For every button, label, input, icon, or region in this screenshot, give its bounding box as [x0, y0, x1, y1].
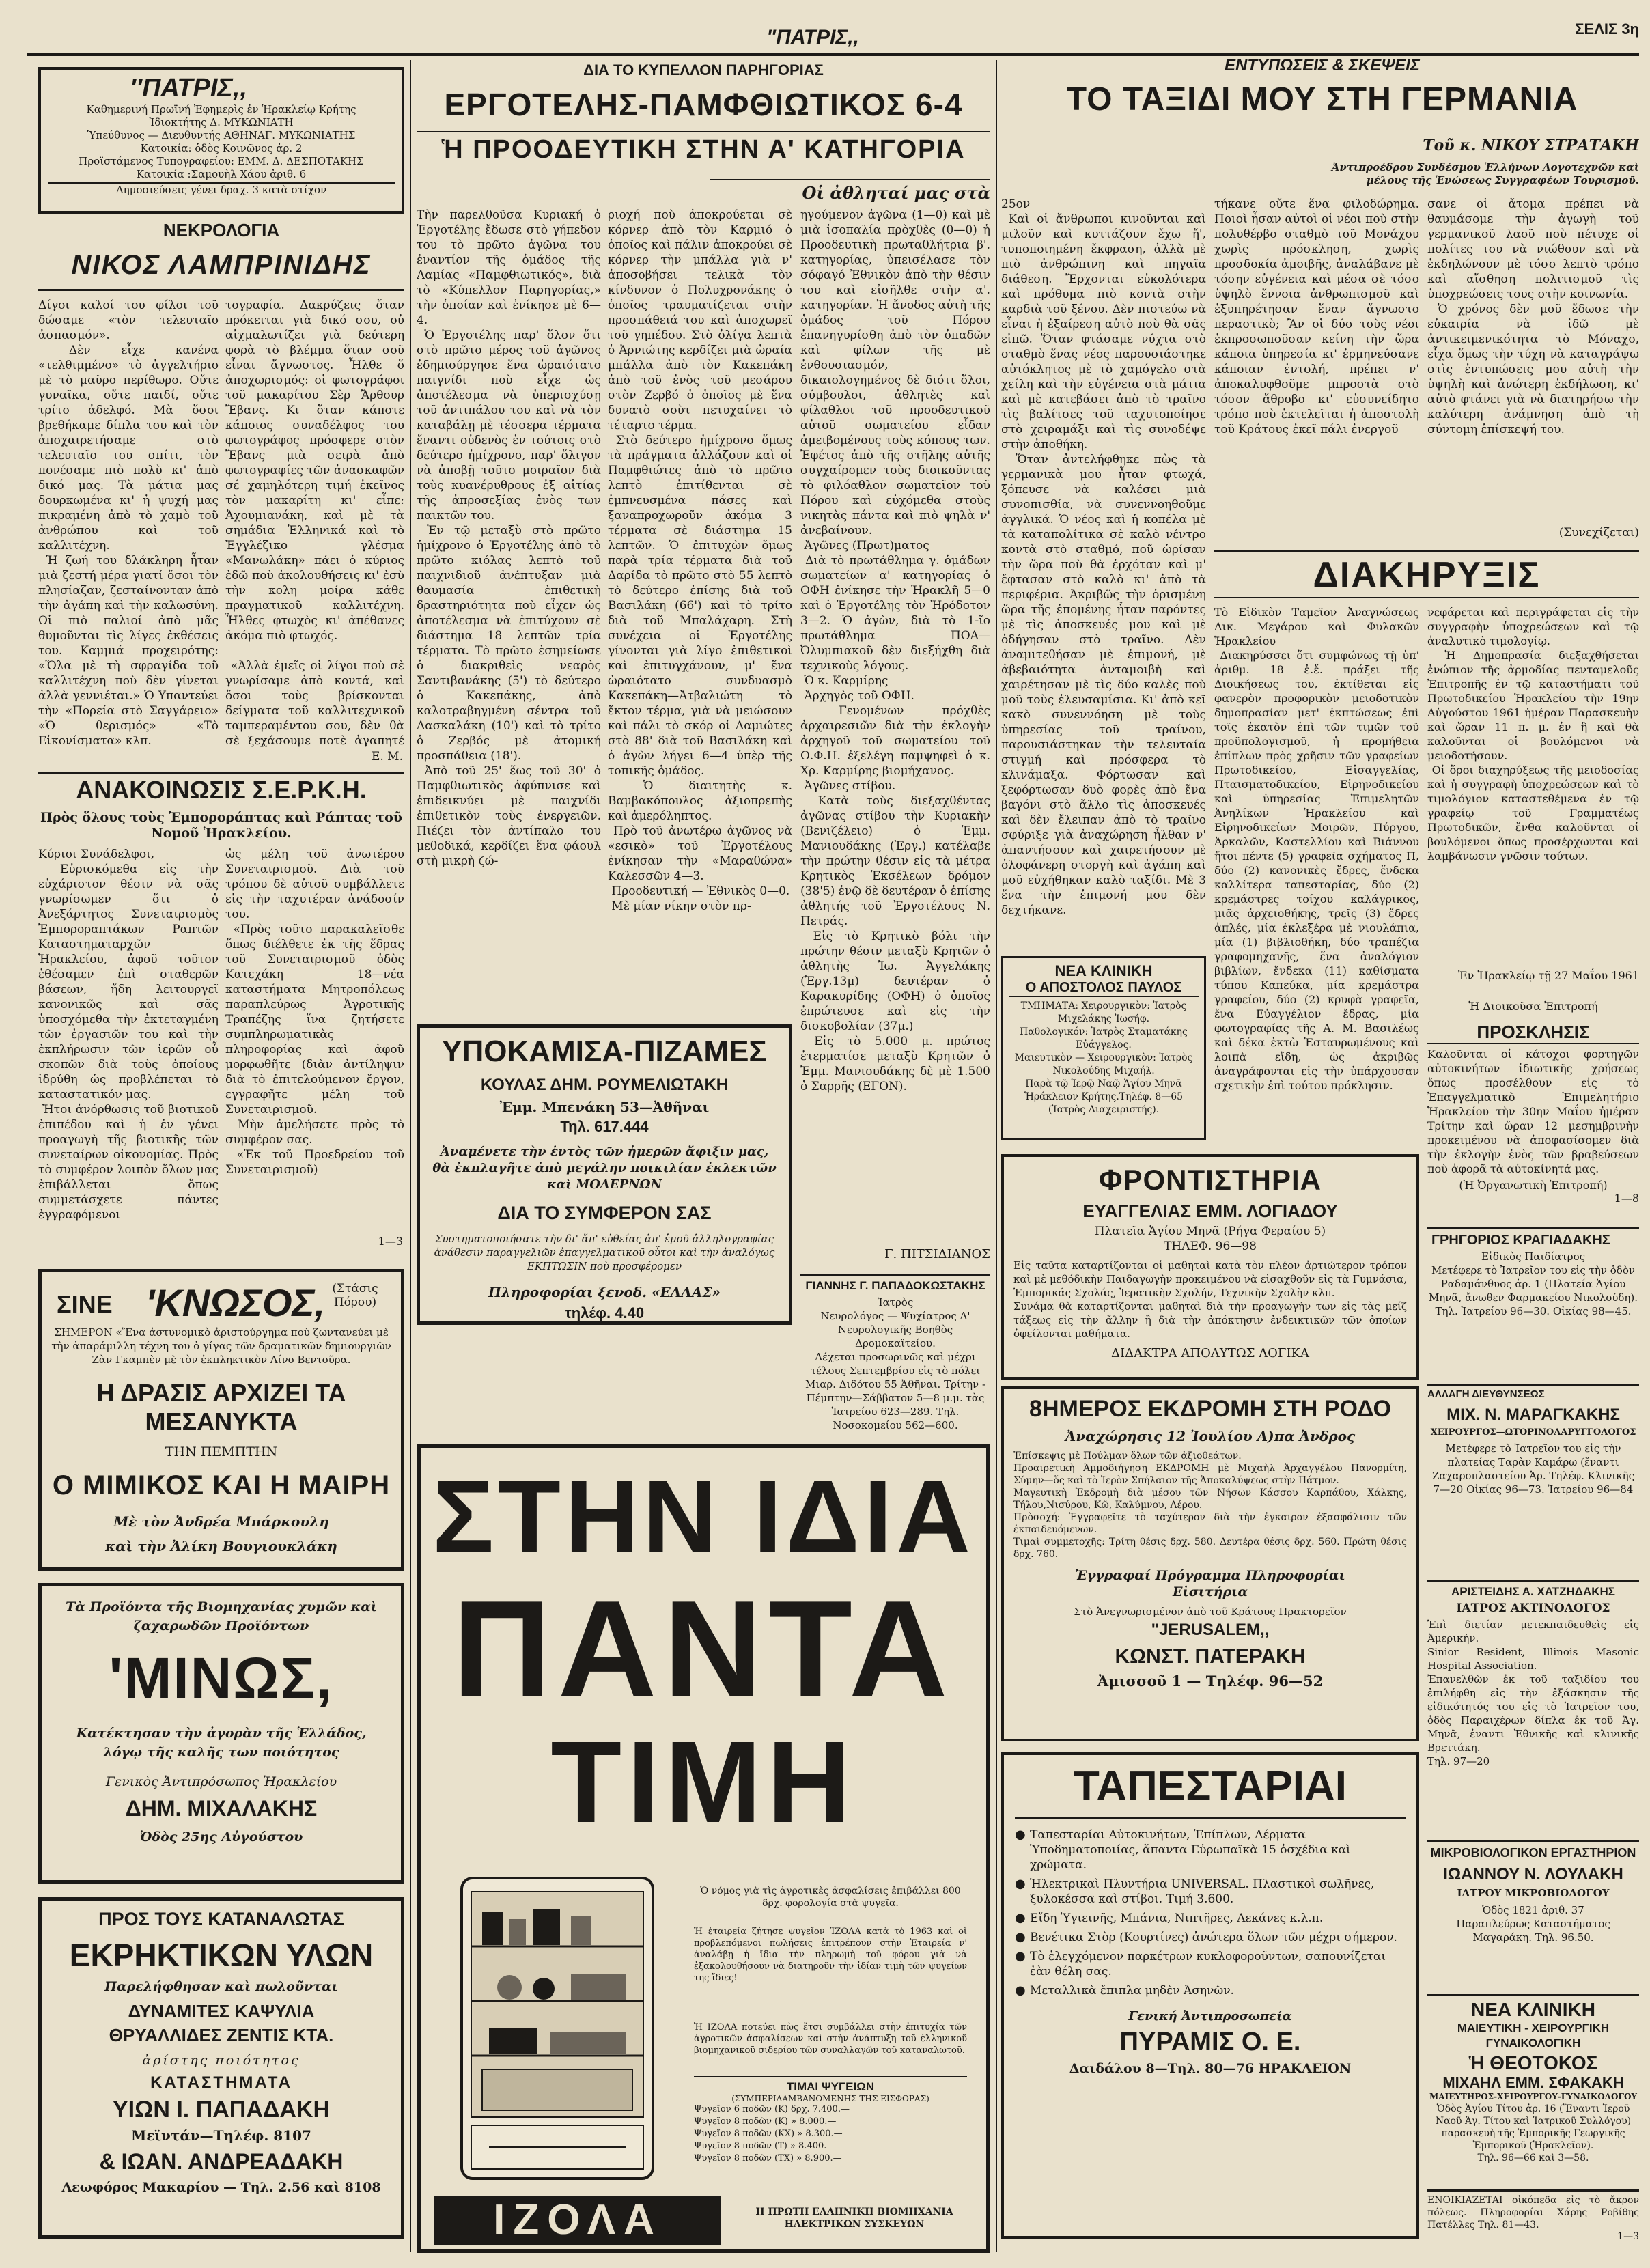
tapestry-item-text: Ταπεσταρίαι Αὐτοκινήτων, Ἐπίπλων, Δέρματα Ὑποδηματοποιίας, ἅπαντα Εὐρωπαϊκὰ 15 ὀσχέδια καὶ χρώματα.	[1030, 1828, 1351, 1872]
clinic-pavlos-ad	[1001, 956, 1206, 1140]
germany-title-text: ΤΟ ΤΑΞΙΔΙ ΜΟΥ ΣΤΗ ΓΕΡΜΑΝΙΑ	[1066, 81, 1578, 117]
declaration-title-text: ΔΙΑΚΗΡΥΞΙΣ	[1313, 555, 1541, 595]
theotokos-ad	[1427, 1994, 1639, 2185]
sport-kicker	[417, 61, 990, 83]
izola-headline1: ΣΤΗΝ ΙΔΙΑ	[432, 1459, 975, 1573]
explosives-l9: Λεωφόρος Μακαρίου — Τηλ. 2.56 καὶ 8108	[61, 2180, 381, 2195]
rhodes-ad	[1001, 1386, 1419, 1741]
germany-affil: Ἀντιπροέδρου Συνδέσμου Ἑλλήνων Λογοτεχνῶν καὶ μέλους τῆς Ἑνώσεως Συγγραφέων Τουρισμοῦ.	[1331, 161, 1639, 186]
izola-note3: Ἡ ΙΖΟΛΑ ποτεύει πὼς ἔτσι συμβάλλει στὴν ἐπιτυχία τῶν ἀγροτικῶν ἀσφαλίσεων καὶ στὴν ἀνάπτυξη τοῦ ἑλληνικοῦ βιομηχανικοῦ σιδερίου τῶν συναλλαγῶν τοῦ καταναλωτοῦ.	[694, 2022, 970, 2056]
izola-ad	[417, 1444, 990, 2253]
knosos-film2: Ο ΜΙΜΙΚΟΣ ΚΑΙ Η ΜΑΙΡΗ	[52, 1470, 391, 1500]
tapestry-item	[1015, 1949, 1406, 1979]
address-change-title: ΑΛΛΑΓΗ ΔΙΕΥΘΥΝΣΕΩΣ	[1427, 1388, 1545, 1400]
sport-col1: Τὴν παρελθοῦσα Κυριακή ὁ Ἐργοτέλης ἔδωσε στὸ γήπεδον του τὸ πρῶτο ἀγῶνα του ἐναντίον τῆς ὁμάδος τῆς Λαμίας «Παμφθιωτικός», διὰ τὸ «Κύπελλον Παρηγορίας,» τὴν ὁποίαν καὶ ἐνίκησε μὲ 6—4. Ὁ Ἐργοτέλης παρ' ὅλον ὅτι στὸ πρῶτο μέρος τοῦ ἀγῶνος ἐδημιούργησε ἕνα ὡραιότατο παιγνίδι ποὺ εἶχε ὡς ἀποτέλεσμα νὰ ὑπερισχύσῃ τοῦ ἀντιπάλου του καὶ νὰ τὸν καταβάλῃ μὲ τέσσερα τέρματα ἔναντι οὐδενὸς ἐν τούτοις στὸ δεύτερο ἡμίχρονο, παρ' ὅλιγον νὰ ἀποβῇ τοῦτο μοιραῖον διὰ τοὺς κυανέρυθρους ἐξ αἰτίας τῆς ἀπροσεξίας ἑνὸς των παικτῶν του. Ἐν τῷ μεταξὺ στὸ πρῶτο ἡμίχρονο ὁ Ἐργοτέλης ἀπὸ τὸ πρῶτο κιόλας λεπτὸ τοῦ παιχνιδιοῦ ἀνέπτυξαν μιὰ θαυμασία ἐπιθετικὴ δραστηριότητα ποὺ εἶχεν ὡς ἀποτέλεσμα νὰ ἐπιτύχουν σὲ διάστημα 18 λεπτῶν τρία τέρματα. Τὸ πρῶτο ἐσημείωσε ὁ διακριθεὶς νεαρὸς Σαντιβανάκης (5') τὸ δεύτερο ὁ Κακεπάκης, ἀπὸ καλοτραβηγμένη σέντρα τοῦ Δασκαλάκη (10') καὶ τὸ τρίτο ὁ Ζερβός μὲ ἀτομική προσπάθεια (18'). Ἀπὸ τοῦ 25' ἕως τοῦ 30' ὁ Παμφθιωτικὸς ἀφύπνισε καὶ ἐπιδεικνύει μὲ παιχνίδι ἐπιθετικὸν τοὺς ἐνεργειῶν. Πιέζει τὸν ἀντίπαλο του μεθοδικά, κερδίζει ἕνα φάουλ στὴ μικρὴ ζώ-	[417, 208, 601, 868]
obituary-name-text: ΝΙΚΟΣ ΛΑΜΠΡΙΝΙΔΗΣ	[71, 250, 372, 280]
frontistiria-name: ΕΥΑΓΓΕΛΙΑΣ ΕΜΜ. ΛΟΓΙΑΔΟΥ	[1082, 1201, 1338, 1221]
shirts-ad	[417, 1024, 792, 1325]
serkh-num: 1—3	[378, 1235, 403, 1248]
hatzidakis-text: Ἐπὶ διετίαν μετεκπαιδευθεὶς εἰς Ἀμερικήν. Sinior Resident, Illinois Masonic Hospital Association. Ἐπανελθὼν ἐκ τοῦ ταξιδίου του ἐπιλήφθη εἰς τὴν ἐξάσκησιν τῆς εἰδικότητός του εἰς τὸ Ἰατρεῖον του, ὁδὸς Παραιχέρων δίπλα ἐκ τοῦ Ἁγ. Μηνᾶ, ἐναντι Ἐθνικῆς καὶ κλινικῆς Βρεττάκη. Τηλ. 97—20	[1427, 1619, 1639, 1767]
sport-subtitle	[417, 135, 990, 176]
explosives-l7: Μεϊντάν—Τηλέφ. 8107	[131, 2127, 311, 2144]
bullet-icon: ●	[1015, 1877, 1026, 1891]
bullet-icon: ●	[1015, 1949, 1026, 1963]
izola-price-row: Ψυγεῖον 8 ποδῶν (ΤΧ) » 8.900.—	[694, 2153, 842, 2164]
obituary-col2: τογραφία. Δακρύζεις ὅταν πρόκειται γιὰ δικό σου, οὐ αἰχμαλωτίζει γιὰ δεύτερη φορὰ τὸ βλέμμα ὅταν σοῦ εἶναι ἄγνωστος. Ἦλθε ὅ ἀποχωρισμός: οἱ φωτογράφοι τοῦ μακαρίτου Σὲρ Ἄρθουρ Ἔβανς. Κι ὅταν κάποτε κάποιος συναδέλφος του φωτογράφος πρόσφερε στὸν Ἔβανς μιὰ σειρὰ ἀπὸ φωτογραφίες τῶν ἀνασκαφῶν σέ χαμηλότερη τιμή ἐκεῖνος τὸν μακαρίτη κι' εἶπε: Ἀχουμιανάκη, καὶ μὲ τὰ σημάδια Ἑλληνικά καὶ τὸ Ἐγγλέζικο γλέσμα «Μανωλάκη» πάει ὁ κύριος ἐδῶ ποὺ ἀκολουθήσεις κι' ἐσὺ τὴν κολη μοίρα κάθε πραγματικοῦ καλλιτέχνη. Ἦλθες φτωχὸς κι' ἀπέθανες ἀκόμα πιὸ φτωχός. «Ἀλλὰ ἐμεῖς οἱ λίγοι ποὺ σὲ γνωρίσαμε ἀπὸ κοντά, καὶ ὅσοι τοὺς βρίσκονται δείγματα τοῦ καλλιτεχνικοῦ ταμπεραμέντου σου, δὲν θὰ σὲ ξεχάσουμε ποτὲ ἀγαπητέ	[225, 298, 404, 748]
izola-brand: ΙΖΟΛΑ	[493, 2196, 662, 2243]
tapestry-ad	[1001, 1752, 1419, 2239]
rhodes-sub: Ἀναχώρησις 12 Ἰουλίου Α)πα Ἀνδρος	[1065, 1428, 1356, 1444]
explosives-title1: ΠΡΟΣ ΤΟΥΣ ΚΑΤΑΝΑΛΩΤΑΣ	[98, 1909, 344, 1929]
clinic-pavlos-title2: Ο ΑΠΟΣΤΟΛΟΣ ΠΑΥΛΟΣ	[1009, 980, 1199, 997]
minos-text: Κατέκτησαν τὴν ἀγορὰν τῆς Ἑλλάδος, λόγῳ τῆς καλῆς των ποιότητος	[76, 1726, 367, 1760]
germany-byline: Τοῦ κ. ΝΙΚΟΥ ΣΤΡΑΤΑΚΗ	[1423, 137, 1639, 154]
obituary-col1: Δίγοι καλοί του φίλοι τοῦ δώσαμε «τὸν τελευταῖο ἀσπασμόν». Δὲν εἶχε κανένα «τελθιμμένο» τὸ ἀγγελτήριο μὲ τὸ μαῦρο περίθωρο. Οὔτε γυναῖκα, οὔτε παιδί, οὔτε τρίτο ἀδελφό. Μὰ ὅσοι βρεθήκαμε δίπλα του καὶ τὸν ἀποχαιρετήσαμε στὸ τελευταῖο του σπίτι, τὸν πονέσαμε πιὸ πολὺ κι' ἀπὸ δικό μας. Τὰ μάτια μας δουρκωμένα κι' ἡ ψυχή μας πικραμένη ἀπὸ τὸ χαμὸ τοῦ ἀνθρώπου καὶ τοῦ καλλιτέχνη. Ἡ ζωή του δλάκληρη ἦταν μιὰ ζεστή μέρα γιατί ὅσοι τὸν πλησίαζαν, ζεσταίνονταν ἀπὸ τὴν ἀγάπη καὶ τὴν καλωσύνη. Οἱ πιὸ παλιοί ἀπὸ μᾶς θυμοῦνται τὶς λίγες ἐκθέσεις του. Καμμιά προχειρότης: «Ὅλα μὲ τὴ σφραγίδα τοῦ καλλιτέχνη ποὺ δὲν γίνεται ἀλλὰ γεννιέται.» Ὁ Υπαντεύει τὴν «Πορεία στὸ Σαγγάρειο» «Ὁ θερισμός» «Τὸ Εἰκονίσματα» κλπ.	[38, 298, 219, 748]
tapestry-item-text: Μεταλλικὰ ἔπιπλα μηδὲν Ἀσηνῶν.	[1030, 1984, 1234, 1998]
sport-subtitle-text: Ἡ ΠΡΟΟΔΕΥΤΙΚΗ ΣΤΗΝ Α' ΚΑΤΗΓΟΡΙΑ	[441, 135, 966, 164]
patris-title: ''ΠΑΤΡΙΣ,,	[130, 74, 247, 102]
bullet-icon: ●	[1015, 1983, 1026, 1998]
knosos-film: Η ΔΡΑΣΙΣ ΑΡΧΙΖΕΙ ΤΑ ΜΕΣΑΝΥΚΤΑ	[96, 1379, 346, 1436]
izola-prices-sub: (ΣΥΜΠΕΡΙΛΑΜΒΑΝΟΜΕΝΗΣ ΤΗΣ ΕΙΣΦΟΡΑΣ)	[731, 2094, 929, 2103]
page-number-text: ΣΕΛΙΣ 3η	[1575, 20, 1639, 38]
obituary-section-title: ΝΕΚΡΟΛΟΓΙΑ	[163, 220, 280, 240]
address-change-text: Μετέφερε τὸ Ἰατρεῖον του εἰς τὴν πλατείας Ταρὰν Καμάρω (ἔναντι Ζαχαροπλαστείου Ἀρ. Τηλέφ. Κλινικῆς 7—20 Οἰκίας 96—73. Ἰατρείου 96—84	[1431, 1442, 1638, 1496]
izola-note1: Ὁ νόμος γιὰ τὶς ἀγροτικὲς ἀσφαλίσεις ἐπιβάλλει 800 δρχ. φορολογία στὰ ψυγεῖα.	[700, 1886, 964, 1909]
rhodes-addr: Ἀμισσοῦ 1 — Τηλέφ. 96—52	[1097, 1672, 1324, 1690]
invitations-ad	[1427, 1022, 1639, 1220]
microbio-ad	[1427, 1840, 1639, 1990]
shirts-offer: Ἀναμένετε τὴν ἐντὸς τῶν ἡμερῶν ἄφιξιν μας, θὰ ἐκπλαγῆτε ἀπὸ μεγάλην ποικιλίαν ἐκλεκτῶν καὶ ΜΟΔΕΡΝΩΝ	[432, 1145, 777, 1192]
sport-col2: ριοχή ποὺ ἀποκρούεται σὲ κόρνερ ἀπὸ τὸν Καρμιό ὁ ὁποῖος καὶ πάλιν ἀποκρούει σὲ κόρνερ τὴν μπάλλα γιὰ ν' ἀποσοβήσει τελικὰ τὸν κίνδυνον ὁ Πολυχρονάκης ὁ ὁποῖος τραυματίζεται στὴν προσπάθειά του καὶ ἀποχωρεῖ τοῦ γηπέδου. Στὸ ὀλίγα λεπτὰ ὁ Ἀρνιώτης κερδίζει μιὰ ὡραία μπάλλα ἀπὸ τὸν Κακεπάκη ἀπὸ τοῦ ἑνὸς τοῦ μεσάρου στὸν Ζερβό ὁ ὁποῖος μὲ ἕνα δυνατὸ σοὺτ πετυχαίνει τὸ τέταρτο τέρμα. Στὸ δεύτερο ἡμίχρονο ὅμως τὰ πράγματα ἀλλάζουν καὶ οἱ Παμφθιώτες ἀπὸ τὸ πρῶτο λεπτὸ ἐπιτίθενται σὲ ἐμπνευσμένα πάσες καὶ ξαναπροχωροῦν ἀκόμα 3 τέρματα σὲ διάστημα 15 λεπτῶν. Ὁ ἐπιτυχὼν ὅμως παρὰ τρία τέρματα διὰ τοῦ Δαρίδα τὸ πρῶτο στὸ 55 λεπτὸ τὸ δεύτερο ἐπίσης διὰ τοῦ Βασιλάκη (66') καὶ τὸ τρίτο διὰ τοῦ Μπαλάχαρη. Στὴ συνέχεια οἱ Ἐργοτέλης γίνονται γιὰ λίγο ἐπιθετικοὶ καὶ ἐπιτυγχάνουν, μ' ἕνα ὡραιότατο συνδυασμὸ Κακεπάκη—Ἀτβαλιώτη τὸ ἕκτον τέρμα, γιὰ νὰ μειώσουν καὶ πάλι τὸ σκόρ οἱ Λαμιώτες στὸ 88' διὰ τοῦ Βασιλάκη καὶ ὁ ἀγὼν λήγει 6—4 ὑπὲρ τῆς τοπικῆς ὁμάδος. Ὁ διαιτητὴς κ. Βαμβακόπουλος ἀξιοπρεπὴς καὶ ἀμερόληπτος. Πρὸ τοῦ ἀνωτέρω ἀγῶνος νὰ «εσικὸ» τοῦ Ἐργοτέλους ἐνίκησαν τὴν «Μαραθώνα» Καλεσσῶν 4—3. Προοδευτική — Ἐθνικὸς 0—0. Μὲ μίαν νίκην στὸν πρ-	[608, 208, 792, 913]
izola-price-row: Ψυγεῖον 8 ποδῶν (Κ) » 8.000.—	[694, 2116, 837, 2127]
izola-prices-title: ΤΙΜΑΙ ΨΥΓΕΙΩΝ	[786, 2080, 875, 2093]
theotokos-spec: ΜΑΙΕΥΤΗΡΟΣ-ΧΕΙΡΟΥΡΓΟΥ-ΓΥΝΑΙΚΟΛΟΓΟΥ	[1429, 2092, 1637, 2101]
tapestry-item	[1015, 1930, 1406, 1945]
frontistiria-phone: ΤΗΛΕΦ. 96—98	[1164, 1240, 1257, 1253]
izola-headline3: ΤΙΜΗ	[550, 1718, 856, 1847]
explosives-l6: ΥΙΩΝ Ι. ΠΑΠΑΔΑΚΗ	[112, 2097, 331, 2123]
tapestry-item-text: Ἡλεκτρικαὶ Πλυντήρια UNIVERSAL. Πλαστικοὶ σωλῆνες, ξυλοκέσσα καὶ στίβοι. Τιμή 3.600.	[1030, 1877, 1375, 1906]
declaration-col1: Τὸ Εἰδικὸν Ταμεῖον Ἀναγνώσεως Δικ. Μεγάρου καὶ Φυλακῶν Ἡρακλείου Διακηρύσσει ὅτι συμφώνως τῇ ὑπ' ἀριθμ. 18 ἐ.ἔ. πράξει τῆς Διοικήσεως του, ἐκτίθεται εἰς φανερὸν προφορικὸν μειοδοτικὸν δημοπρασίαν μετ' ἐκπτώσεως ἐπὶ τοῖς ἑκατὸν ἐπὶ τῶν τιμῶν τοῦ προϋπολογισμοῦ, ἡ προμήθεια ἐπίπλων πρὸς χρῆσιν τῶν γραφείων Πρωτοδικείου, Εἰσαγγελίας, Πταισματοδικείου, Εἰρηνοδικείου καὶ ὑπηρεσίας Ἐπιμελητῶν Ἀνηλίκων Ἡρακλείου καὶ Εἰρηνοδικείων Μοιρῶν, Πύργου, Ἀρκαλῶν, Καστελλίου καὶ Βιάννου ἤτοι πέντε (5) γραφεῖα σχήματος Π, δύο (2) κανονικὲς ἔδρες, ἕνδεκα καλλίτερα ταπεσταρίας, δύο (2) κρεμάστρες τοίχου καλάγρικος, μιᾶς ἀρχειοθήκης, τρεῖς (3) ἔδρες ἀπλές, μία ἐκλεξέρα μὲ νιουλάπια, μία (1) βιβλιοθήκη, δύο τραπέζια γραφομηχανῆς, ἕνα ἀναλόγιον βιβλίων, ἕνδεκα (11) καθίσματα τύπου Καπεύκα, μία κρεμάστρα γραφείου, δύο (2) κρυφὰ γραφεῖα, ἕνα Εὐαγγέλιον ἔδρας, μία φωτογραφίας τῆς Α. Μ. Βασιλέως καὶ δέκα ἐκτὼ Ἐσταυρωμένους καὶ λοιπὰ εἴδη, ὡς ἀκριβῶς ἀναγράφονται εἰς τὴν ὑπάρχουσαν σχετικὴν ἐπὶ τούτου πρόκλησιν.	[1214, 606, 1419, 1092]
sport-kicker-text: ΔΙΑ ΤΟ ΚΥΠΕΛΛΟΝ ΠΑΡΗΓΟΡΙΑΣ	[583, 61, 824, 79]
bullet-icon: ●	[1015, 1828, 1026, 1842]
tapestry-item-text: Βενέτικα Στὸρ (Κουρτίνες) ἀνώτερα ὅλων τῶν μέχρι σήμερον.	[1030, 1931, 1397, 1944]
frontistiria-fees: ΔΙΔΑΚΤΡΑ ΑΠΟΛΥΤΩΣ ΛΟΓΙΚΑ	[1111, 1346, 1309, 1360]
patris-line: Ἰδιοκτήτης Δ. ΜΥΚΩΝΙΑΤΗ	[149, 116, 294, 128]
explosives-ad	[38, 1897, 404, 2239]
papadokostakis-name: ΓΙΑΝΝΗΣ Γ. ΠΑΠΑΔΟΚΩΣΤΑΚΗΣ	[805, 1279, 985, 1292]
patris-line: Προϊστάμενος Τυπογραφείου: ΕΜΜ. Δ. ΔΕΣΠΟΤΑΚΗΣ	[79, 155, 364, 167]
obituary-sign: Ε. Μ.	[371, 750, 403, 764]
shirts-phone: Τηλ. 617.444	[560, 1118, 649, 1135]
explosives-l3: ΘΡΥΑΛΛΙΔΕΣ ΖΕΝΤΙΣ ΚΤΑ.	[109, 2025, 334, 2045]
izola-note2: Ἡ ἑταιρεία ζήτησε ψυγεῖον ἸΖΟΛΑ κατὰ τὸ 1963 καὶ οἱ προβλεπόμενοι πωλήσεις ἐπιτρέπουν στὴν Ἑταιρεία ν' ἀναλάβῃ ἡ ἴδια τὴν πληρωμὴ τοῦ φόρου γιὰ νὰ ἐξακολουθήσουν νὰ διατηροῦν τὴν ἰδίαν τιμὴ τῶν ψυγείων της ἴδιες!	[694, 1927, 970, 1983]
frontistiria-ad	[1001, 1154, 1419, 1380]
germany-col2: τήκανε οὔτε ἕνα φιλοδώρημα. Ποιοὶ ἦσαν αὐτοὶ οἱ νέοι ποὺ στὴν πολυθέρβο σταθμὸ τοῦ Μονάχου χωρὶς πρόσκληση, χωρὶς προσδοκία ἀμοιβῆς, ἀναλάβανε μὲ τόσην εὐγένεια καὶ μέσα σὲ τόσο ὑψηλὸ ἔννοια ἀνθρωπισμοῦ καὶ ἐξυπηρέτησαν ἕναν ἄγνωστο περαστικὸ; Ἂν οἱ δύο τοὺς νέοι ἐκπροσωποῦσαν κείνη τὴν ὥρα κάποια ὑπηρεσία κι' ἐρμηνεύσανε κάποιαν ἐντολή, πρέπει ν' ἀποκαλυφθοῦμε μπροστὰ στὸ τόσον ἄθροβο κι' εὐσυνείδητο τρόπο ποὺ ἐκτελεῖται ἡ ἀποστολὴ τοῦ Κράτους ἐκεῖ πάλι ἐνεργοῦ	[1214, 197, 1419, 436]
refrigerator-icon	[448, 1871, 667, 2185]
sport-title-text: ΕΡΓΟΤΕΛΗΣ-ΠΑΜΦΘΙΩΤΙΚΟΣ 6-4	[444, 87, 963, 122]
invitations-text: Καλοῦνται οἱ κάτοχοι φορτηγῶν αὐτοκινήτων ἰδιωτικῆς χρήσεως ὅπως προσέλθουν εἰς τὸ Ἐπαγγελματικὸ Ἐπιμελητήριο Ἡρακλείου τὴν 30ην Μαΐου ἡμέραν Τρίτην καὶ ὥραν 12 μεσημβρινὴν προκειμένου νὰ ἀποφασίσομεν διὰ τὴν ἐκλογὴν ἑνὸς τῶν βραβεύσεων ποὺ ἀφορᾶ τὰ αὐτοκίνητά μας.	[1427, 1048, 1639, 1175]
explosives-title2: ΕΚΡΗΚΤΙΚΩΝ ΥΛΩΝ	[69, 1937, 374, 1973]
hatzidakis-spec: ΙΑΤΡΟΣ ΑΚΤΙΝΟΛΟΓΟΣ	[1456, 1601, 1610, 1615]
papadokostakis-text: Ἰατρὸς Νευρολόγος — Ψυχίατρος Α' Νευρολογικῆς Βοηθὸς Δρομοκαϊτείου. Δέχεται προσωρινῶς καὶ μέχρι τέλους Σεπτεμβρίου εἰς τὸ πόλει Μιαρ. Διδότου 55 Ἀθῆναι. Τρίτην - Πέμπτην—Σάββατον 5—8 μ.μ. τὰς Ἰατρείου 623—289. Τηλ. Νοσοκομείου 562—600.	[805, 1296, 986, 1431]
izola-price-row: Ψυγεῖον 8 ποδῶν (ΚΧ) » 8.300.—	[694, 2129, 843, 2139]
masthead-title: "ΠΑΤΡΙΣ,,	[766, 26, 859, 48]
invitations-title: ΠΡΟΣΚΛΗΣΙΣ	[1427, 1022, 1639, 1044]
obituary-name	[38, 250, 404, 291]
frontistiria-addr: Πλατεῖα Ἁγίου Μηνᾶ (Ρήγα Φεραίου 5)	[1094, 1224, 1326, 1238]
knosos-cast2: καὶ τὴν Ἀλίκη Βουγιουκλάκη	[105, 1538, 337, 1554]
declaration-col2: νεφάρεται καὶ περιγράφεται εἰς τὴν συγγραφὴν ὑποχρεώσεων καὶ τῷ ἀναλυτικὸ τιμολογίῳ. Ἡ Δημοπρασία διεξαχθήσεται ἐνώπιον τῆς ἀρμοδίας πενταμελοῦς Ἐπιτροπῆς ἐν τῷ καταστήματι τοῦ Πρωτοδικείου Ἡρακλείου τὴν 19ην Αὐγούστου 1961 ἡμέραν Παρασκευὴν καὶ ὥραν 11 π. μ. ἐν ἣ καὶ θὰ καλοῦνται οἱ βουλόμενοι νὰ μειοδοτήσουν. Οἱ ὅροι διαχηρύξεως τῆς μειοδοσίας καὶ ἡ συγγραφὴ ὑποχρεώσεων καὶ τὸ τιμολόγιον καταστεθέμενα ἐν τῷ γραφείῳ τοῦ Γραμματέως Πρωτοδικῶν, ἔνθα καλοῦνται οἱ βουλόμενοι ὅπως προσέρχωνται καὶ λαμβάνωσιν γνῶσιν τούτων.	[1427, 606, 1639, 863]
tapestry-item	[1015, 1983, 1406, 1998]
rent-num: 1—3	[1617, 2231, 1639, 2242]
minos-rep: Γενικὸς Ἀντιπρόσωπος Ἡρακλείου	[105, 1774, 337, 1789]
divider	[38, 772, 404, 774]
theotokos-title: ΝΕΑ ΚΛΙΝΙΚΗ	[1470, 1999, 1595, 2020]
knosos-cinema: ΣΙΝΕ	[57, 1290, 113, 1318]
invitations-num: 1—8	[1614, 1192, 1639, 1205]
bullet-icon: ●	[1015, 1930, 1026, 1944]
patris-line: Δημοσιεύσεις γένει δραχ. 3 κατὰ στίχον	[48, 182, 395, 197]
shirts-infotel: τηλέφ. 4.40	[564, 1304, 645, 1321]
explosives-l2: ΔΥΝΑΜΙΤΕΣ ΚΑΨΥΛΙΑ	[128, 2001, 315, 2021]
tapestry-firm: ΠΥΡΑΜΙΣ Ο. Ε.	[1119, 2028, 1301, 2056]
izola-price-row: Ψυγεῖον 6 ποδῶν (Κ) δρχ. 7.400.—	[694, 2104, 850, 2114]
declaration-sign: Ἡ Διοικοῦσα Ἐπιτροπή	[1468, 1000, 1598, 1013]
explosives-l5: ΚΑΤΑΣΤΗΜΑΤΑ	[150, 2073, 292, 2092]
knosos-name: 'ΚΝΩΣΟΣ,	[145, 1281, 326, 1324]
sport-col3: ηγούμενον ἀγῶνα (1—0) καὶ μὲ μιὰ ἰσοπαλία πρὸχθὲς (0—0) ἡ Προοδευτικὴ πρωταθλήτρια β'. κατηγορίας, ὑπεισέλασε τὸν σόφαγό Ἐθνικὸν ἀπὸ τὴν θέσιν του καὶ εἰσῆλθε στὴν α'. κατηγορίαν. Ἡ ἄνοδος αὐτὴ τῆς ὁμάδος τοῦ Πόρου ἐπανηγυρίσθη ἀπὸ τὸν ὀπαδῶν καὶ φίλων τῆς μὲ ἐνθουσιασμόν, δικαιολογημένος δὲ διότι ὅλοι, σύμβουλοι, ἀθλητὲς καὶ φίλαθλοι τοῦ προοδευτικοῦ αὐτοῦ σωματείου εἶδαν ἀμειβομένους τοὺς κόπους των. Ἐφέτος ἀπὸ τῆς στῆλης αὐτῆς συγχαίρομεν τοὺς διοικοῦντας τὸ φιλόαθλον σωματεῖον τοῦ Πόρου καὶ εὐχόμεθα στοὺς νικητὰς πάντα καὶ πιὸ ψηλὰ ν' ἀνεβαίνουν. Ἀγῶνες (Πρωτ)ματος Διὰ τὸ πρωτάθλημα γ. ὁμάδων σωματείων α' κατηγορίας ὁ ΟΦΗ ἐνίκησε τὴν Ἡρακλῆ 5—0 καὶ ὁ Ἐργοτέλης τὸν Ἡρόδοτον 3—2. Ὁ ἀγὼν, διὰ τὸ 1-ῖο πρωτάθλημα ΠΟΑ—Ὀλυμπιακοῦ δὲν διεξήχθη διὰ τεχνικοὺς λόγους. Ὁ κ. Καρμίρης Ἀρχηγὸς τοῦ ΟΦΗ. Γενομένων πρόχθὲς ἀρχαιρεσιῶν διὰ τὴν ἐκλογὴν ἀρχηγοῦ τοῦ σωματείου τοῦ Ο.Φ.Η. ἐξελέγη παμψηφεὶ ὁ κ. Χρ. Καρμίρης βιομήχανος. Ἀγῶνες στίβου. Κατὰ τοὺς διεξαχθέντας ἀγῶνας στίβου τὴν Κυριακὴν (Βενιζέλειο) ὁ Ἐμμ. Μανιουδάκης (Ἐργ.) κατέλαβε τὴν πρώτην θέσιν εἰς τὰ μέτρα Κρητικὸς Ἐκσέλεων δρόμον (38'5) ἐνῷ δὲ δευτέραν ὁ ἐπίσης ἀθλητής τοῦ Ἐργοτέλους Ν. Πετράς. Εἰς τὸ Κρητικὸ βόλι τὴν πρώτην θέσιν μεταξὺ Κρητῶν ὁ ἀθλητὴς Ἰω. Ἀγγελάκης (Ἐργ.13μ) δευτέραν ὁ Καρακυρίδης (ΟΦΗ) ὁ ὁποῖος ἐπρώτευσε καὶ εἰς τὴν δισκοβολίαν (37μ.) Εἰς τὸ 5.000 μ. πρώτος ἐτερματίσε μεταξὺ Κρητῶν ὁ Ἐμμ. Μανιουδάκης δὲ μὲ 1.500 ὁ Σαρρῆς (ΕΓΟΝ).	[800, 208, 990, 1093]
obituary-section	[38, 220, 404, 247]
microbio-name: ΙΩΑΝΝΟΥ Ν. ΛΟΥΛΑΚΗ	[1443, 1865, 1623, 1884]
minos-top: Τὰ Προϊόντα τῆς Βιομηχανίας χυμῶν καὶ ζαχαρωδῶν Προϊόντων	[66, 1599, 377, 1634]
tapestry-item-text: Τὸ ἐλεγχόμενον παρκέτρων κυκλοφοροῦντων, σαπουνίζεται ἐὰν θέλη σας.	[1030, 1950, 1386, 1978]
theotokos-name: Ἡ ΘΕΟΤΟΚΟΣ	[1468, 2052, 1598, 2073]
serkh-col1: Κύριοι Συνάδελφοι, Εὐρισκόμεθα εἰς τὴν εὐχάριστον θέσιν νὰ σᾶς γνωρίσωμεν ὅτι ὁ Ἀνεξάρτητος Συνεταιρισμὸς Ἐμποροραπτάκων Ραπτῶν Καταστηματαρχῶν Ἡρακλείου, ἀφοῦ τοῦτον ἐθέσαμεν ἐπὶ σταθερῶν βάσεων, ἤδη λειτουργεῖ κανονικῶς καὶ σᾶς ὑποσχόμεθα τὴν ἐκτεταγμένη τῶν ἐργασιῶν του καὶ τὴν ἐκπλήρωσιν τῶν ἱερῶν οὗ σκοπῶν διὰ τοὺς ὁποίους ἱδρύθη ὡς προβλέπεται τὸ καταστατικόν μας. Ἠτοι ἀνόρθωσις τοῦ βιοτικοῦ ἐπιπέδου καὶ ἡ ἐν γένει προαγωγὴ τῆς βιοτικῆς τῶν συνεταίρων οἰκονομίας. Πρὸς τὸ συμφέρον λοιπὸν ὅλων μας ἐπιβάλλεται ὅπως συμμετάσχετε πάντες ἐγγραφόμενοι	[38, 848, 219, 1222]
minos-brand: 'ΜΙΝΩΣ,	[109, 1646, 334, 1710]
knosos-cast1: Μὲ τὸν Ἀνδρέα Μπάρκουλη	[113, 1513, 329, 1530]
minos-name: ΔΗΜ. ΜΙΧΑΛΑΚΗΣ	[125, 1796, 318, 1821]
address-change-name: ΜΙΧ. Ν. ΜΑΡΑΓΚΑΚΗΣ	[1446, 1405, 1620, 1424]
shirts-advice: Συστηματοποιήσατε τὴν δι' ἄπ' εὐθείας ἀπ' ἐμοῦ ἀλληλογραφίας ἀνάθεσιν παραγγελιῶν ἐπαγγελματικοῦ οὗτοι καὶ τὴν ἀναλόγως ΕΚΠΤΩΣΙΝ ποὺ προσφέρομεν	[434, 1233, 775, 1272]
patris-line: Καθημερινή Πρωϊνή Ἐφημερὶς ἐν Ἡρακλείῳ Κρήτης	[86, 103, 356, 115]
serkh-title	[38, 776, 404, 810]
sport-sign: Γ. ΠΙΤΣΙΔΙΑΝΟΣ	[884, 1247, 990, 1261]
minos-ad	[38, 1583, 404, 1884]
explosives-l1: Παρελήφθησαν καὶ πωλοῦνται	[104, 1979, 338, 1994]
microbio-title: ΜΙΚΡΟΒΙΟΛΟΓΙΚΟΝ ΕΡΓΑΣΤΗΡΙΟΝ	[1430, 1846, 1636, 1860]
serkh-title-text: ΑΝΑΚΟΙΝΩΣΙΣ Σ.Ε.Ρ.Κ.Η.	[76, 776, 367, 804]
izola-price-row: Ψυγεῖον 8 ποδῶν (Τ) » 8.400.—	[694, 2141, 836, 2151]
kragiadakis-text: Εἰδικὸς Παιδίατρος Μετέφερε τὸ Ἰατρεῖον του εἰς τὴν ὁδὸν Ραδαμάνθυος ἀρ. 1 (Πλατεία Ἁγίου Μηνᾶ, ἄνωθεν Φαρμακείου Νικολούδη). Τηλ. Ἰατρείου 96—30. Οἰκίας 98—45.	[1428, 1250, 1638, 1317]
hatzidakis-name: ΑΡΙΣΤΕΙΔΗΣ Α. ΧΑΤΖΗΔΑΚΗΣ	[1451, 1585, 1615, 1598]
hatzidakis-ad	[1427, 1580, 1639, 1834]
theotokos-text: Ὁδὸς Ἁγίου Τίτου ἀρ. 16 (Ἔναντι Ἱεροῦ Ναοῦ Ἁγ. Τίτου καὶ Ἰατρικοῦ Συλλόγου) παρασκευὴ τῆς Ἐμπορικῆς Γεωργικῆς Ἐμπορικοῦ (Ἡρακλεῖον). Τηλ. 96—66 καὶ 3—58.	[1435, 2103, 1632, 2164]
frontistiria-text: Εἰς ταῦτα καταρτίζονται οἱ μαθηταὶ κατὰ τὸν πλέον ἀρτιώτερον τρόπον καὶ μὲ μεθόδικὴν Παιδαγωγὴν προκειμένου νὰ εἰσαχθοῦν εἰς τὰ Γυμνάσια, Ἐμπορικάς Σχολάς, Ἱερατικὴν Σχολήν, Τεχνικὴν Σχολὴν κλπ. Συνάμα θὰ καταρτίζονται μαθηταὶ διὰ τὴν προαγωγὴν των εἰς τὰς μείζ τάξεως εἰς τὴν ἄλλην ἢ διὰ τὴν ἀπόκτησιν ἐνδεικτικῶν τῶν ὁποίων ὀφείλονται μαθήματα.	[1013, 1259, 1407, 1340]
rhodes-title: 8ΗΜΕΡΟΣ ΕΚΔΡΟΜΗ ΣΤΗ ΡΟΔΟ	[1029, 1396, 1391, 1422]
explosives-l8: & ΙΩΑΝ. ΑΝΔΡΕΑΔΑΚΗ	[99, 2149, 344, 2174]
kragiadakis-name: ΓΡΗΓΟΡΙΟΣ ΚΡΑΓΙΑΔΑΚΗΣ	[1431, 1233, 1610, 1248]
tapestry-item	[1015, 1828, 1406, 1873]
explosives-l4: ἀρίστης ποιότητος	[142, 2053, 300, 2068]
patris-line: Κατοικία :Σαμουὴλ Χάου ἀριθ. 6	[136, 168, 307, 180]
minos-addr: Ὁδὸς 25ης Αὐγούστου	[139, 1830, 303, 1845]
knosos-desc: ΣΗΜΕΡΟΝ «Ἕνα ἀστυνομικὸ ἀριστούργημα ποὺ ζωντανεύει μὲ τὴν ἀπαράμιλλη τέχνη του ὁ γίγας τῶν δραματικῶν δημιουργιῶν Ζὰν Γκαμπὲν μὲ τὸν ἐκπληκτικὸν Λίνο Βεντοῦρα.	[51, 1326, 395, 1366]
column-rule	[410, 60, 411, 2252]
declaration-date: Ἐν Ἡρακλείῳ τῇ 27 Μαΐου 1961	[1458, 969, 1639, 982]
rent-ad	[1427, 2189, 1639, 2252]
sport-title	[417, 86, 990, 132]
patris-line: Κατοικία: ὁδὸς Κοινῶνος ἀρ. 2	[140, 142, 303, 154]
tapestry-addr: Δαιδάλου 8—Τηλ. 80—76 ΗΡΑΚΛΕΙΟΝ	[1069, 2061, 1352, 2076]
shirts-addr: Ἐμμ. Μπενάκη 53—Ἀθῆναι	[499, 1099, 710, 1115]
column-rule	[996, 60, 997, 2252]
bullet-icon: ●	[1015, 1911, 1026, 1925]
tapestry-item-text: Εἴδη Ὑγιεινῆς, Μπάνια, Νιπτῆρες, Λεκάνες κ.λ.π.	[1030, 1912, 1324, 1925]
tapestry-title: ΤΑΠΕΣΤΑΡΙΑΙ	[1015, 1762, 1406, 1819]
serkh-subtitle: Πρὸς ὅλους τοὺς Ἐμποροράπτας καὶ Ράπτας τοῦ Νομοῦ Ἡρακλείου.	[40, 810, 402, 841]
germany-kicker	[1001, 56, 1643, 79]
address-change-spec: ΧΕΙΡΟΥΡΓΟΣ—ΩΤΟΡΙΝΟΛΑΡΥΓΓΟΛΟΓΟΣ	[1430, 1427, 1636, 1438]
rent-text: ΕΝΟΙΚΙΑΖΕΤΑΙ οἰκόπεδα εἰς τὸ ἄκρον πόλεως. Πληροφορίαι Χάρης Ροβίθης Πατέλλες Τηλ. 81—43.	[1427, 2195, 1639, 2230]
shirts-info: Πληροφορίαι ξενοδ. «ΕΛΛΑΣ»	[488, 1284, 721, 1300]
clinic-pavlos-title: ΝΕΑ ΚΛΙΝΙΚΗ	[1054, 962, 1153, 979]
frontistiria-title: ΦΡΟΝΤΙΣΤΗΡΙΑ	[1098, 1164, 1322, 1196]
shirts-title: ΥΠΟΚΑΜΙΣΑ-ΠΙΖΑΜΕΣ	[442, 1035, 767, 1068]
tapestry-rep: Γενική Ἀντιπροσωπεία	[1128, 2009, 1292, 2024]
shirts-shop: ΚΟΥΛΑΣ ΔΗΜ. ΡΟΥΜΕΛΙΩΤΑΚΗ	[480, 1076, 729, 1094]
izola-prices	[694, 2076, 967, 2165]
shirts-benefit: ΔΙΑ ΤΟ ΣΥΜΦΕΡΟΝ ΣΑΣ	[497, 1203, 712, 1223]
germany-cont: (Συνεχίζεται)	[1558, 526, 1639, 540]
tapestry-item	[1015, 1911, 1406, 1926]
germany-kicker-text: ΕΝΤΥΠΩΣΕΙΣ & ΣΚΕΨΕΙΣ	[1225, 56, 1420, 74]
knosos-addr: (Στάσις Πόρου)	[332, 1282, 378, 1309]
theotokos-doc: ΜΙΧΑΗΛ ΕΜΜ. ΣΦΑΚΑΚΗ	[1442, 2074, 1624, 2091]
izola-brand-box	[434, 2196, 721, 2245]
patris-line: Ὑπεύθυνος — Διευθυντής ΑΘΗΝΑΓ. ΜΥΚΩΝΙΑΤΗΣ	[87, 129, 356, 141]
serkh-col2: ὡς μέλη τοῦ ἀνωτέρου Συνεταιρισμοῦ. Διὰ τοῦ τρόπου δὲ αὐτοῦ συμβάλλετε εἰς τὴν ταχυτέραν ἀνάδοσίν του. «Πρὸς τοῦτο παρακαλεῖσθε ὅπως διέλθετε ἐκ τῆς ἕδρας τοῦ Συνεταιρισμοῦ ὁδὸς Κατεχάκη 18—νέα καταστήματα Μητροπόλεως παραπλεύρως Ἀγροτικῆς Τραπέζης ἵνα ζητήσετε συμπληρωματικὰς πληροφορίας καὶ ἀφοῦ μορφωθῆτε (διὰν ἀντίληψιν διὰ τὸ ἐπιτελούμενον ἔργον, εγγραφῆτε μέλη τοῦ Συνεταιρισμοῦ. Μὴν ἀμελήσετε πρὸς τὸ συμφέρον σας. «Ἐκ τοῦ Προεδρείου τοῦ Συνεταιρισμοῦ)	[225, 848, 404, 1177]
masthead-center	[710, 26, 915, 53]
patris-box	[38, 67, 404, 214]
microbio-text: Ὁδὸς 1821 ἀριθ. 37 Παραπλεύρως Καταστήματος Μαγαράκη. Τηλ. 96.50.	[1456, 1904, 1610, 1944]
theotokos-sub: ΜΑΙΕΥΤΙΚΗ - ΧΕΙΡΟΥΡΓΙΚΗ ΓΥΝΑΙΚΟΛΟΓΙΚΗ	[1457, 2021, 1610, 2049]
izola-footer: Η ΠΡΩΤΗ ΕΛΛΗΝΙΚΗ ΒΙΟΜΗΧΑΝΙΑ ΗΛΕΚΤΡΙΚΩΝ ΣΥΣΚΕΥΩΝ	[755, 2207, 953, 2230]
papadokostakis-ad	[800, 1274, 990, 1438]
tapestry-item	[1015, 1877, 1406, 1907]
germany-col1: 25ον Καὶ οἱ ἄνθρωποι κινοῦνται καὶ μιλοῦν καὶ κυττάζουν ἔχω ἤ', τυποποιημένη ἔκφραση, ἀλλὰ μὲ πιὸ ἀνθρώπινη καὶ πηγαῖα διάθεση. Ἔρχονται εὐκολότερα καὶ πρόθυμα πιὸ κοντὰ στὴν καρδιὰ τοῦ ξένου. Δὲν πιστεύω νὰ εἶναι ἡ ἐξαίρεση αὐτὸ ποὺ θὰ σᾶς εἰπῶ. Ὅταν φτάσαμε νύχτα στὸ σταθμὸ ἕνας νέος παρουσιάστηκε αὐτόκλητος μὲ τὸ χαμόγελο στὰ χείλη καὶ τὴν εὐγένεια στὰ μάτια καὶ μὲ κατεβάσει ἀπὸ τὸ τραῖνο τὶς βαλίτσες τοῦ ταχυτοποίησε στὸ χειραμάξι καὶ τὶς συνοδέψε στὴν ἀποθήκη. Ὅταν ἀντελήφθηκε πὼς τὰ γερμανικὰ μου ἦταν φτωχά, ξόπευσε νὰ καλέσει μιὰ συνοπισθία, νὰ συνεννοηθοῦμε ἀγγλικά. Ὁ νέος καὶ ἡ κοπέλα μὲ τὰ καταπολίτικα σὲ καλὸ νέντρο κοντὰ στὸ σταθμό, ποῦ ὡρίσαν τὴν ὥρα ποὺ θὰ ἐρχόταν καὶ μ' ἔφτασαν στὸ καλὸ κι' ἀπὸ τὰ περιφέρια. Ἀκριβῶς τὴν ὁρισμένη ὥρα τῆς ἐπομένης ἦταν παρόντες μὲ τὶς ἀποσκευές μου καὶ μὲ ὁδήγησαν στὸ τραῖνο. Δὲν ἀναμιτεθήσαν μὲ ἐπιμονή, μὲ ἀβεβαιότητα ἀνταμοιβὴ καὶ χαιρέτησαν μὲ τὶς δύο καλὲς ποὺ μοῦ τοὺς ἐλευσαμίσια. Κι' ἀπὸ κεῖ κακὸ συνεννόηση μὲ τοὺς ὑπηρεσίας τοῦ τραίνου, παρουσιάστηκαν τὴν τελευταία στιγμή καὶ πρόσφερα τὸ κλινάμαξα. Φόρτωσαν καὶ ξεφόρτωσαν δυὸ φορὲς ἀπὸ ἕνα βαγόνι στὸ ἄλλο τὶς ἀποσκευές καὶ δὲν ἔλειπαν ἀπὸ τὸ τραῖνο σφύριξε γιὰ ἀναχώρηση ἦλθαν ν' ἀπαντήσουν καὶ χαιρετήσουν μὲ ὁλοφάνερη στοργὴ καὶ ἀγάπη καὶ μοῦ εὐχήθηκαν καλὸ ταξίδι. Μὲ 3 ἕνα τὴν ἐπιμονή μου δὲν δεχτήκανε.	[1001, 197, 1206, 917]
rhodes-agent-name: "JERUSALEM,,	[1151, 1621, 1270, 1639]
rhodes-text: Ἐπίσκεψις μὲ Πούλμαν ὅλων τῶν ἀξιοθεάτων. Προαιρετικὴ Ἁμμοδιήγηση ΕΚΔΡΟΜΗ μὲ Μιχαὴλ Ἀρχαγγέλου Πανορμίτη, Σύμην—ὅς καὶ τὸ Ἱερὸν Σπήλαιον τῆς Ἀποκαλύψεως στὴν Πάτμον. Μαγευτικὴ Ἐκδρομὴ διὰ μέσου τῶν Νήσων Κάσσου Καρπάθου, Χάλκης, Τήλου,Νισύρου, Κῶ, Καλύμνου, Λέρου. Πρὸσοχή: Ἐγγραφεῖτε τὸ ταχύτερον διὰ τὴν ἐγκαιρον ἐξασφάλισιν τῶν ἐκπαιδευόμενων. Τιμαὶ συμμετοχῆς: Τρίτη θέσις δρχ. 580. Δευτέρα θέσις δρχ. 560. Πρώτη θέσις δρχ. 760.	[1013, 1451, 1407, 1560]
sport-byline: Οἱ ἀθληταί μας στὰ	[710, 179, 990, 204]
rhodes-info: Ἐγγραφαί Πρόγραμμα Πληροφορίαι Εἰσιτήρια	[1075, 1568, 1345, 1599]
rhodes-owner: ΚΩΝΣΤ. ΠΑΤΕΡΑΚΗ	[1115, 1645, 1306, 1668]
germany-col3: σανε οἱ ἄτομα πρέπει νὰ θαυμάσομε τὴν ἀγωγὴ τοῦ γερμανικοῦ λαοῦ ποὺ πέτυχε οἱ πολίτες του νὰ νιώθουν καὶ νὰ ἐκδηλώνουν μὲ τόσο λεπτὸ τρόπο καὶ αἴσθηση πολιτισμοῦ τὶς ὑποχρεώσεις τους στὴν κοινωνία. Ὁ χρόνος δὲν μοῦ ἔδωσε τὴν εὐκαιρία νὰ ἰδῶ μὲ ἀντικειμενικότητα τὸ Μόναχο, εἶχα ὅμως τὴν τύχη νὰ καταγράψω στὶς ἐντυπώσεις μου αὐτὴ τὴν ὑψηλὴ καὶ ἀνώτερη ἐκδήλωση, κι' αὐτὸ φτάνει γιὰ νὰ διατηρήσω τὴν καλύτερη ἀνάμνηση ἀπὸ τὴ σύντομη ἐπίσκεψή του.	[1427, 197, 1639, 436]
address-change-ad	[1427, 1384, 1639, 1575]
kragiadakis-ad	[1427, 1227, 1639, 1377]
germany-title	[1001, 81, 1643, 130]
page-number	[1543, 20, 1639, 48]
knosos-thursday: ΤΗΝ ΠΕΜΠΤΗΝ	[165, 1444, 278, 1459]
izola-headline2: ΠΑΝΤΑ	[452, 1573, 955, 1725]
rhodes-agent: Στὸ Ἀνεγνωρισμένον ἀπὸ τοῦ Κράτους Πρακτορεῖον	[1074, 1606, 1347, 1618]
microbio-spec: ΙΑΤΡΟΥ ΜΙΚΡΟΒΙΟΛΟΓΟΥ	[1457, 1887, 1610, 1899]
declaration-title	[1214, 550, 1639, 598]
clinic-pavlos-text: ΤΜΗΜΑΤΑ: Χειρουργικὸν: Ἰατρὸς Μιχελάκης Ἰωσήφ. Παθολογικόν: Ἰατρὸς Σταματάκης Εὐάγγελος. Μαιευτικὸν — Χειρουργικὸν: Ἰατρὸς Νικολούδης Μιχαήλ. Παρὰ τῷ Ἱερῷ Ναῷ Ἁγίου Μηνᾶ Ἡράκλειον Κρήτης.Τηλέφ. 8—65 (Ἰατρὸς Διαχειριστής).	[1014, 1000, 1193, 1115]
knosos-ad	[38, 1269, 404, 1571]
invitations-sign: (Ἡ Ὀργανωτικὴ Ἐπιτροπή)	[1459, 1179, 1608, 1192]
